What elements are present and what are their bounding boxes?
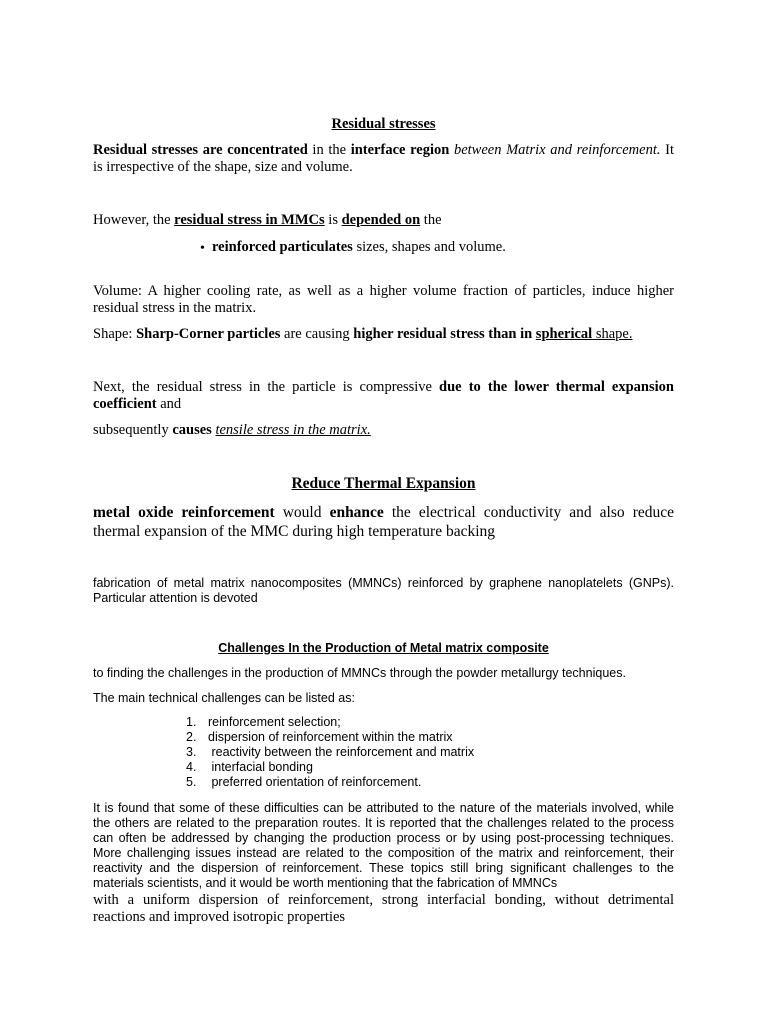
challenges-lead-paragraph: The main technical challenges can be listed as: [93,691,355,705]
heading-reduce-thermal-expansion: Reduce Thermal Expansion [291,475,476,492]
residual-intro-paragraph: Residual stresses are concentrated in the interface region between Matrix and reinforcement. It is irrespective of the shape, size and volume. [93,142,675,175]
next-paragraph: Next, the residual stress in the particle is compressive due to the lower thermal expansion coefficient and [93,379,674,412]
subsequently-paragraph: subsequently causes tensile stress in the matrix. [93,422,371,438]
bullet-item-particulates: reinforced particulates sizes, shapes and volume. [212,239,506,255]
fabrication-paragraph: fabrication of metal matrix nanocomposites (MMNCs) reinforced by graphene nanoplatelets (GNPs). Particular attention is devoted [93,576,674,605]
heading-residual-stresses: Residual stresses [331,116,436,132]
heading-challenges: Challenges In the Production of Metal matrix composite [218,641,549,655]
shape-paragraph: Shape: Sharp-Corner particles are causing higher residual stress than in spherical shape. [93,326,633,342]
closing-paragraph-sans: It is found that some of these difficulties can be attributed to the nature of the materials involved, while the others are related to the preparation routes. It is reported that the challenges related to the process can often be addressed by changing the production process or by using post-processing techniques. More challenging issues instead are related to the composition of the matrix and reinforcement, their reactivity and the dispersion of reinforcement. These topics still bring significant challenges to the materials scientists, and it would be worth mentioning that the fabrication of MMNCs [93,801,674,890]
challenges-list [186,715,474,790]
bullet-dot: • [200,241,205,256]
list-item: 2. dispersion of reinforcement within the matrix [186,730,453,744]
however-paragraph: However, the residual stress in MMCs is depended on the [93,212,442,228]
challenges-intro-paragraph: to finding the challenges in the production of MMNCs through the powder metallurgy techniques. [93,666,626,680]
list-item: 5. preferred orientation of reinforcement. [186,775,422,789]
list-item: 1. reinforcement selection; [186,715,341,729]
metal-oxide-paragraph: metal oxide reinforcement would enhance the electrical conductivity and also reduce thermal expansion of the MMC during high temperature backing [93,504,675,540]
list-item: 4. interfacial bonding [186,760,313,774]
closing-paragraph-serif: with a uniform dispersion of reinforcement, strong interfacial bonding, without detrimental reactions and improved isotropic properties [93,892,674,925]
volume-paragraph: Volume: A higher cooling rate, as well as a higher volume fraction of particles, induce higher residual stress in the matrix. [93,283,674,316]
list-item: 3. reactivity between the reinforcement and matrix [186,745,475,759]
